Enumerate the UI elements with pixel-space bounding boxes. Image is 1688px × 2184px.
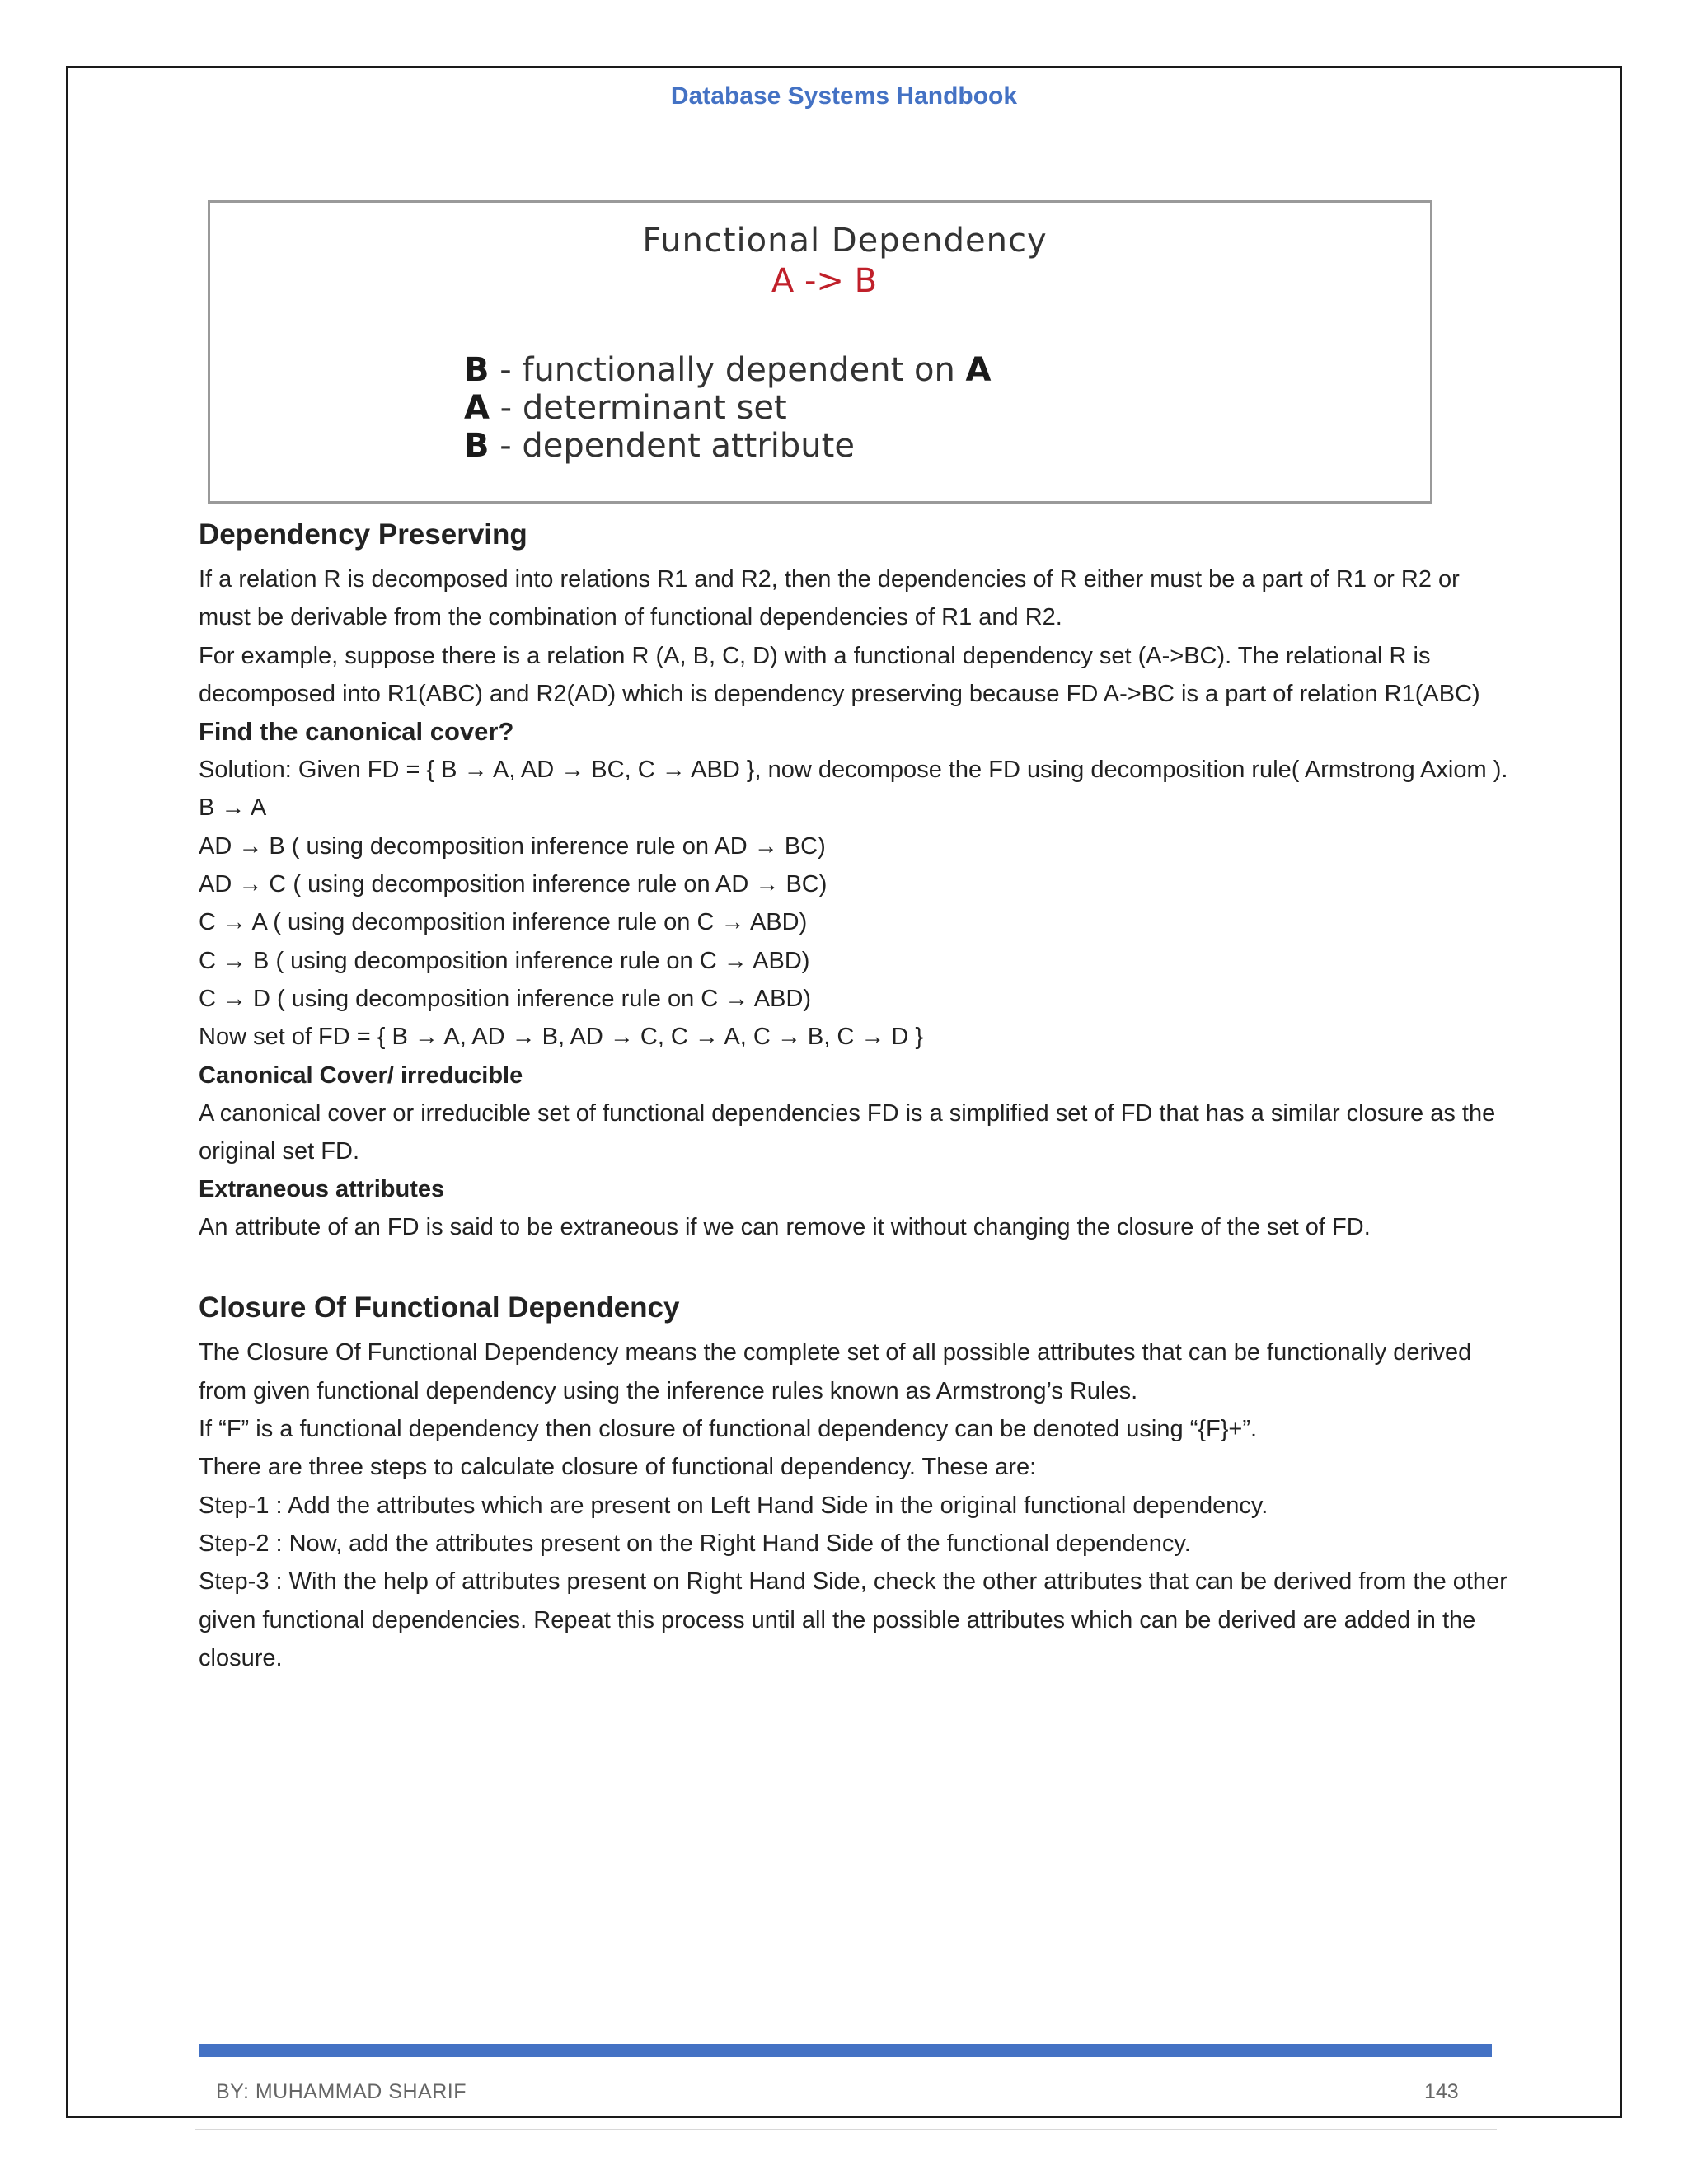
paragraph: Step-1 : Add the attributes which are present on Left Hand Side in the original functional dependency. bbox=[199, 1492, 1268, 1519]
running-header: Database Systems Handbook bbox=[670, 82, 1018, 110]
paragraph: The Closure Of Functional Dependency means the complete set of all possible attributes that can be functionally derived from given functional dependency using the inference rules known as Armstrong’s Rules. bbox=[199, 1339, 1472, 1404]
paragraph: Solution: Given FD = { B → A, AD → BC, C → ABD }, now decompose the FD using decomposition rule( Armstrong Axiom ). bbox=[199, 757, 1508, 784]
subheading: Extraneous attributes bbox=[199, 1176, 445, 1203]
paragraph: If “F” is a functional dependency then closure of functional dependency can be denoted using “{F}+”. bbox=[199, 1416, 1258, 1443]
paragraph: An attribute of an FD is said to be extraneous if we can remove it without changing the closure of the set of FD. bbox=[199, 1214, 1371, 1241]
functional-dependency-figure bbox=[208, 200, 1432, 504]
figure-definitions bbox=[464, 351, 992, 465]
section-heading: Closure Of Functional Dependency bbox=[199, 1291, 680, 1324]
paragraph: A canonical cover or irreducible set of functional dependencies FD is a simplified set of FD that has a similar closure as the original set FD. bbox=[199, 1099, 1496, 1165]
spacer bbox=[199, 1246, 1517, 1282]
footer-bar bbox=[199, 2044, 1492, 2057]
figure-line: B - dependent attribute bbox=[464, 427, 855, 465]
fd-step: C → A ( using decomposition inference rule on C → ABD) bbox=[199, 909, 808, 936]
fd-step: C → B ( using decomposition inference rule on C → ABD) bbox=[199, 947, 810, 974]
figure-title: Functional Dependency bbox=[642, 222, 1048, 260]
main-content bbox=[199, 509, 1517, 1677]
figure-line: B - functionally dependent on A bbox=[464, 351, 992, 389]
fd-step: Now set of FD = { B → A, AD → B, AD → C, C → A, C → B, C → D } bbox=[199, 1024, 924, 1051]
figure-formula: A -> B bbox=[771, 262, 878, 300]
fd-step: AD → B ( using decomposition inference rule on AD → BC) bbox=[199, 832, 826, 860]
fd-step: B → A bbox=[199, 794, 267, 822]
page-number: 143 bbox=[1424, 2080, 1459, 2103]
paragraph: Step-2 : Now, add the attributes present on the Right Hand Side of the functional dependency. bbox=[199, 1530, 1191, 1557]
figure-line: A - determinant set bbox=[464, 389, 787, 427]
footer-author: BY: MUHAMMAD SHARIF bbox=[216, 2080, 467, 2103]
paragraph: Step-3 : With the help of attributes present on Right Hand Side, check the other attributes that can be derived from the other given functional dependencies. Repeat this process until all the possible attributes which can be derived are added in the closure. bbox=[199, 1568, 1507, 1671]
paragraph: If a relation R is decomposed into relations R1 and R2, then the dependencies of R either must be a part of R1 or R2 or must be derivable from the combination of functional dependencies of R1 and R2. bbox=[199, 566, 1460, 631]
paragraph: For example, suppose there is a relation R (A, B, C, D) with a functional dependency set (A->BC). The relational R is decomposed into R1(ABC) and R2(AD) which is dependency preserving because FD A->BC is a part of relation R1(ABC) bbox=[199, 642, 1480, 707]
fd-step: C → D ( using decomposition inference rule on C → ABD) bbox=[199, 985, 812, 1012]
section-heading: Dependency Preserving bbox=[199, 518, 528, 551]
fd-step: AD → C ( using decomposition inference rule on AD → BC) bbox=[199, 871, 828, 898]
bottom-rule bbox=[195, 2129, 1497, 2130]
subheading: Canonical Cover/ irreducible bbox=[199, 1062, 523, 1089]
paragraph: There are three steps to calculate closure of functional dependency. These are: bbox=[199, 1454, 1037, 1481]
section-heading: Find the canonical cover? bbox=[199, 717, 514, 747]
